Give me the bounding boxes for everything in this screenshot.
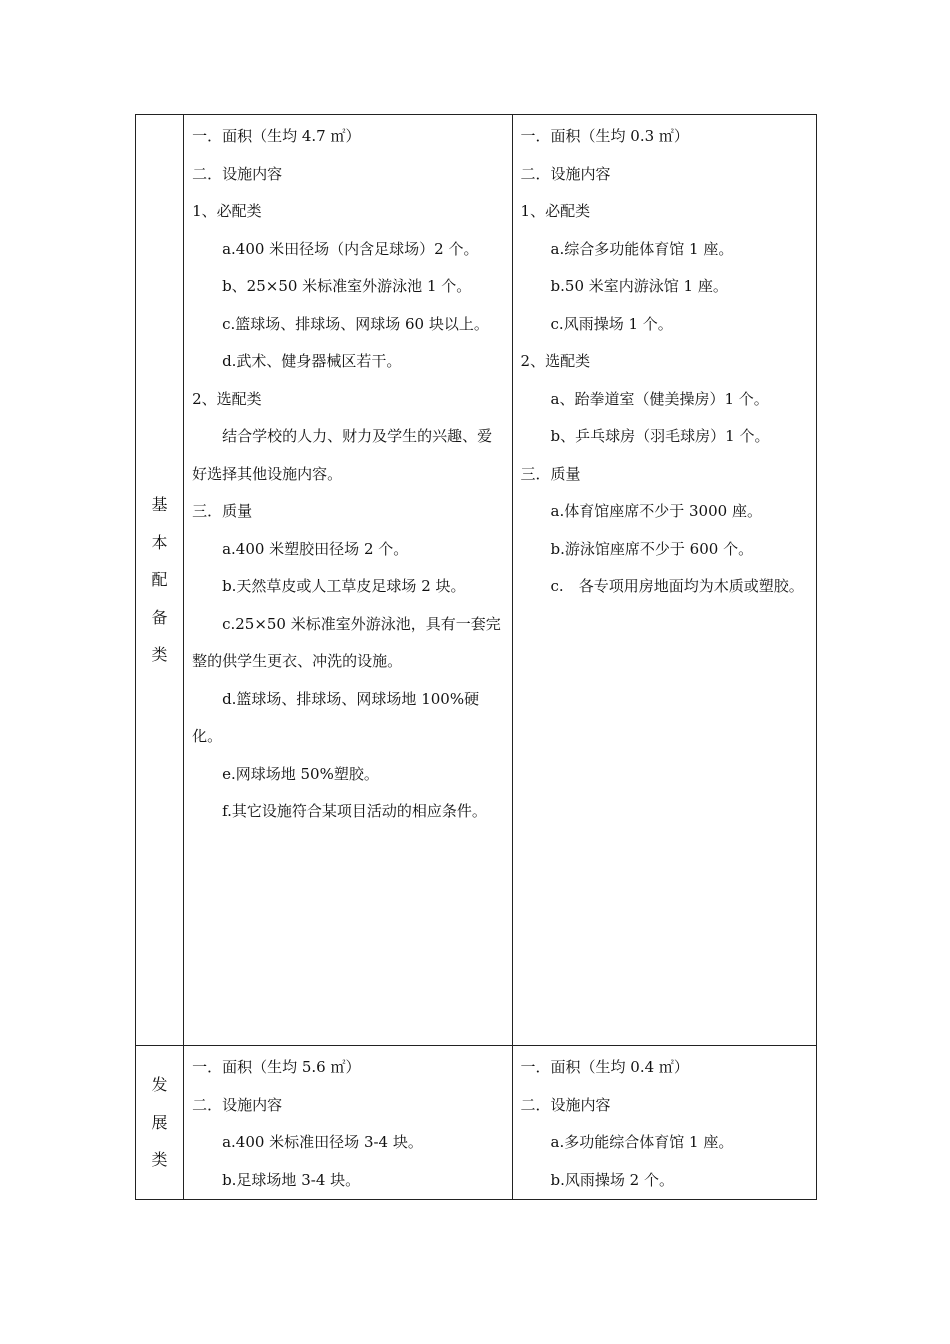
basic-b-item: b.50 米室内游泳馆 1 座。 bbox=[550, 277, 728, 295]
development-indoor-cell bbox=[512, 1046, 816, 1200]
basic-a-quality-item: d.篮球场、排球场、网球场地 100%硬化。 bbox=[192, 689, 480, 745]
development-category-label: 发展类 bbox=[151, 1075, 168, 1170]
basic-a-item: d.武术、健身器械区若干。 bbox=[222, 352, 402, 370]
basic-a-item: c.篮球场、排球场、网球场 60 块以上。 bbox=[222, 314, 489, 333]
dev-a-area: 一．面积（生均 5.6 ㎡） bbox=[192, 1058, 361, 1076]
dev-b-area: 一．面积（生均 0.4 ㎡） bbox=[520, 1058, 689, 1076]
basic-a-quality-item: c.25×50 米标准室外游泳池，具有一套完整的供学生更衣、冲洗的设施。 bbox=[192, 614, 501, 670]
basic-category-cell bbox=[136, 115, 184, 1046]
basic-b-item: a.综合多功能体育馆 1 座。 bbox=[550, 239, 734, 258]
dev-b-facilities-heading: 二．设施内容 bbox=[520, 1095, 611, 1114]
basic-b-quality-item: b.游泳馆座席不少于 600 个。 bbox=[550, 539, 754, 558]
basic-b-optional-heading: 2、选配类 bbox=[520, 352, 591, 370]
basic-b-quality-heading: 三．质量 bbox=[520, 464, 581, 483]
basic-indoor-cell bbox=[512, 115, 816, 1046]
basic-a-quality-item: b.天然草皮或人工草皮足球场 2 块。 bbox=[222, 577, 466, 595]
basic-a-optional-heading: 2、选配类 bbox=[192, 389, 262, 408]
basic-equipment-row bbox=[136, 115, 817, 1046]
basic-a-quality-item: a.400 米塑胶田径场 2 个。 bbox=[222, 539, 409, 558]
basic-a-required-heading: 1、必配类 bbox=[192, 202, 262, 220]
basic-b-area: 一．面积（生均 0.3 ㎡） bbox=[520, 127, 689, 145]
dev-a-item: a.400 米标准田径场 3-4 块。 bbox=[222, 1133, 423, 1151]
basic-a-quality-item: e.网球场地 50%塑胶。 bbox=[222, 764, 379, 783]
dev-b-item: a.多功能综合体育馆 1 座。 bbox=[550, 1133, 734, 1151]
basic-b-quality-item: a.体育馆座席不少于 3000 座。 bbox=[550, 502, 762, 520]
basic-b-quality-item: c. 各专项用房地面均为木质或塑胶。 bbox=[550, 577, 804, 595]
basic-outdoor-cell bbox=[184, 115, 512, 1046]
development-outdoor-cell bbox=[184, 1046, 512, 1200]
basic-b-optional-item: a、跆拳道室（健美操房）1 个。 bbox=[550, 389, 769, 408]
basic-b-item: c.风雨操场 1 个。 bbox=[550, 314, 673, 333]
development-category-cell bbox=[136, 1046, 184, 1200]
facility-standards-table bbox=[135, 114, 817, 1200]
basic-a-area: 一．面积（生均 4.7 ㎡） bbox=[192, 127, 361, 145]
dev-b-item: b.风雨操场 2 个。 bbox=[550, 1170, 674, 1189]
basic-a-quality-heading: 三．质量 bbox=[192, 502, 253, 520]
basic-a-item: b、25×50 米标准室外游泳池 1 个。 bbox=[222, 277, 472, 295]
dev-a-facilities-heading: 二．设施内容 bbox=[192, 1095, 283, 1114]
basic-b-optional-item: b、乒乓球房（羽毛球房）1 个。 bbox=[550, 427, 770, 445]
basic-b-required-heading: 1、必配类 bbox=[520, 202, 591, 220]
development-row bbox=[136, 1046, 817, 1200]
basic-category-label: 基本配备类 bbox=[151, 495, 168, 665]
basic-a-quality-item: f.其它设施符合某项目活动的相应条件。 bbox=[222, 802, 487, 820]
dev-a-item: b.足球场地 3-4 块。 bbox=[222, 1170, 361, 1189]
basic-b-facilities-heading: 二．设施内容 bbox=[520, 164, 611, 183]
basic-a-facilities-heading: 二．设施内容 bbox=[192, 164, 283, 183]
basic-a-optional-text: 结合学校的人力、财力及学生的兴趣、爱好选择其他设施内容。 bbox=[192, 427, 493, 483]
basic-a-item: a.400 米田径场（内含足球场）2 个。 bbox=[222, 239, 479, 258]
